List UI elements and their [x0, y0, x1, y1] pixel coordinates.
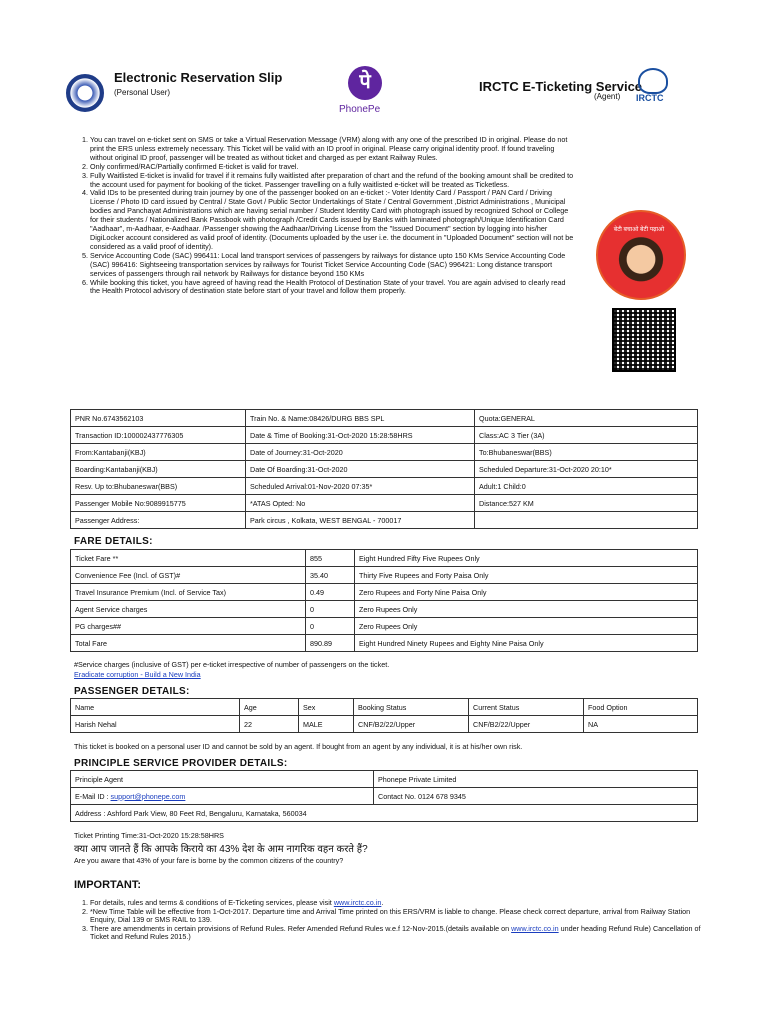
- table-cell: Phonepe Private Limited: [374, 771, 698, 788]
- important-text: *New Time Table will be effective from 1-Oct-2017. Departure time and Arrival Time printed on this ERS/VRM is liable to change. Please check correct departure, arrival from Railway Station Enquiry, Dial 139 or SMS RAIL to 139.: [90, 906, 691, 925]
- table-cell: Travel Insurance Premium (Incl. of Service Tax): [71, 584, 306, 601]
- table-cell: CNF/B2/22/Upper: [354, 716, 469, 733]
- passenger-table: [70, 698, 698, 733]
- table-row: [71, 771, 698, 788]
- table-cell: To:Bhubaneswar(BBS): [475, 444, 698, 461]
- beti-bachao-text: बेटी बचाओ बेटी पढ़ाओ: [613, 227, 665, 233]
- important-list: [76, 899, 710, 942]
- irctc-link[interactable]: www.irctc.co.in: [333, 898, 382, 907]
- table-cell: Quota:GENERAL: [475, 410, 698, 427]
- table-cell: Resv. Up to:Bhubaneswar(BBS): [71, 478, 246, 495]
- table-cell: Convenience Fee (Incl. of GST)#: [71, 567, 306, 584]
- table-header-cell: Food Option: [584, 699, 698, 716]
- table-cell: Ticket Fare **: [71, 550, 306, 567]
- provider-table: [70, 770, 698, 822]
- table-cell: 35.40: [306, 567, 355, 584]
- table-row: [71, 512, 698, 529]
- table-cell: Passenger Address:: [71, 512, 246, 529]
- table-cell: Class:AC 3 Tier (3A): [475, 427, 698, 444]
- table-cell: Zero Rupees and Forty Nine Paisa Only: [355, 584, 698, 601]
- phonepe-logo-icon: पे: [348, 66, 382, 100]
- table-cell: Eight Hundred Ninety Rupees and Eighty Nine Paisa Only: [355, 635, 698, 652]
- important-text: There are amendments in certain provisions of Refund Rules. Refer Amended Refund Rules w.e.f 12-Nov-2015.(details available on: [90, 923, 512, 933]
- instructions-list: [76, 136, 576, 296]
- table-row: [71, 478, 698, 495]
- table-row: [71, 635, 698, 652]
- instruction-item: 4. Valid IDs to be presented during train journey by one of the passenger booked on an e-ticket :- Voter Identity Card / Passport / PAN Card / Driving License / Photo ID card issued by Central / State Govt / Public Sector Undertakings of State / Central Government ,District Administrations , Municipal bodies and Panchayat Administrations which are having serial number / Student Identity Card with photograph issued by recognized School or College for their students / Nationalized Bank Passbook with photograph /Credit Cards issued by Banks with laminated photograph/Unique Identification Card "Aadhaar", m-Aadhaar, e-Aadhaar. /Passenger showing the Aadhaar/Driving License from the "Issued Document" section by logging into his/her DigiLocker account considered as valid proof of identity. (Documents uploaded by the user i.e. the document in "Uploaded Document" section will not be considered as a valid proof of identity).: [90, 189, 576, 251]
- table-cell: Date & Time of Booking:31-Oct-2020 15:28:58HRS: [246, 427, 475, 444]
- table-cell: Date of Journey:31-Oct-2020: [246, 444, 475, 461]
- table-cell: 0.49: [306, 584, 355, 601]
- table-cell: Scheduled Departure:31-Oct-2020 20:10*: [475, 461, 698, 478]
- table-cell: Distance:527 KM: [475, 495, 698, 512]
- table-cell: 0: [306, 601, 355, 618]
- important-item: [90, 925, 710, 942]
- instruction-item: 3. Fully Waitlisted E-ticket is invalid for travel if it remains fully waitlisted after preparation of chart and the refund of the booking amount shall be credited to the account used for payment for booking of the ticket. Passenger travelling on a fully waitlisted e-ticket will be treated as Ticketless.: [90, 172, 576, 190]
- table-header-row: [71, 699, 698, 716]
- table-cell: 22: [240, 716, 299, 733]
- table-cell: Zero Rupees Only: [355, 618, 698, 635]
- important-text: under heading Refund Rule) Cancellation of Ticket and Refund Rules 2015.): [90, 923, 701, 942]
- table-row: [71, 805, 698, 822]
- table-cell: Boarding:Kantabanji(KBJ): [71, 461, 246, 478]
- table-row: [71, 716, 698, 733]
- table-cell: Eight Hundred Fifty Five Rupees Only: [355, 550, 698, 567]
- table-cell: MALE: [299, 716, 354, 733]
- table-cell: Passenger Mobile No:9089915775: [71, 495, 246, 512]
- table-header-cell: Name: [71, 699, 240, 716]
- printing-time: Ticket Printing Time:31-Oct-2020 15:28:58HRS: [74, 831, 224, 840]
- table-cell: NA: [584, 716, 698, 733]
- table-cell: 0: [306, 618, 355, 635]
- table-cell: PNR No.6743562103: [71, 410, 246, 427]
- table-row: [71, 567, 698, 584]
- email-link[interactable]: support@phonepe.com: [110, 791, 186, 801]
- table-cell: Park circus , Kolkata, WEST BENGAL - 700017: [246, 512, 475, 529]
- table-row: [71, 618, 698, 635]
- eradicate-corruption-link[interactable]: Eradicate corruption - Build a New India: [74, 670, 201, 679]
- table-row: [71, 550, 698, 567]
- page-title: Electronic Reservation Slip: [114, 70, 283, 85]
- table-row: [71, 444, 698, 461]
- instruction-item: 5. Service Accounting Code (SAC) 996411: Local land transport services of passengers by railways for distance upto 150 KMs Service Accounting Code (SAC) 996416: Sightseeing transportation services by railways for Tourist Ticket Service Accounting Code (SAC) 996421: Long distance transport services of passengers through rail network by Railways for distance beyond 150 KMs: [90, 252, 576, 279]
- page-subtitle: (Personal User): [114, 88, 171, 97]
- irctc-logo-icon: [638, 68, 668, 94]
- table-cell: *ATAS Opted: No: [246, 495, 475, 512]
- table-cell: Date Of Boarding:31-Oct-2020: [246, 461, 475, 478]
- instruction-item: 1. You can travel on e-ticket sent on SMS or take a Virtual Reservation Message (VRM) along with any one of the prescribed ID in original. Please do not print the ERS unless extremely necessary. This Ticket will be valid with an ID proof in original. Please carry original identity proof. If found traveling without original ID proof, passenger will be treated as without ticket and charged as per extant Railway Rules.: [90, 136, 576, 163]
- table-row: [71, 584, 698, 601]
- table-cell: Principle Agent: [71, 771, 374, 788]
- important-text: For details, rules and terms & conditions of E-Ticketing services, please visit: [90, 898, 334, 907]
- table-header-cell: Booking Status: [354, 699, 469, 716]
- table-cell: [71, 788, 374, 805]
- instruction-item: 6. While booking this ticket, you have agreed of having read the Health Protocol of Destination State of your travel. You are again advised to clearly read the Health Protocol advisory of destination state before start of your travel and follow them properly.: [90, 279, 576, 297]
- table-cell: PG charges##: [71, 618, 306, 635]
- fare-details-table: [70, 549, 698, 652]
- irctc-title: IRCTC E-Ticketing Service: [479, 79, 643, 94]
- table-cell: Total Fare: [71, 635, 306, 652]
- irctc-agent: (Agent): [594, 92, 621, 101]
- table-row: [71, 495, 698, 512]
- email-label: E-Mail ID :: [75, 791, 111, 801]
- table-header-cell: Sex: [299, 699, 354, 716]
- instruction-item: 2. Only confirmed/RAC/Partially confirmed E-ticket is valid for travel.: [90, 163, 576, 172]
- irctc-logo-text: IRCTC: [636, 93, 664, 103]
- table-row: [71, 427, 698, 444]
- table-cell: Scheduled Arrival:01-Nov-2020 07:35*: [246, 478, 475, 495]
- fare-details-heading: FARE DETAILS:: [74, 536, 153, 547]
- table-cell: From:Kantabanji(KBJ): [71, 444, 246, 461]
- table-cell: Transaction ID:100002437776305: [71, 427, 246, 444]
- table-row: [71, 461, 698, 478]
- provider-details-heading: PRINCIPLE SERVICE PROVIDER DETAILS:: [74, 758, 288, 769]
- table-cell: Train No. & Name:08426/DURG BBS SPL: [246, 410, 475, 427]
- irctc-link[interactable]: www.irctc.co.in: [511, 923, 559, 933]
- english-fare-message: Are you aware that 43% of your fare is borne by the common citizens of the country?: [74, 856, 344, 865]
- table-cell: Address : Ashford Park View, 80 Feet Rd, Bengaluru, Karnataka, 560034: [71, 805, 698, 822]
- table-cell: Zero Rupees Only: [355, 601, 698, 618]
- ticket-details-table: [70, 409, 698, 529]
- passenger-details-heading: PASSENGER DETAILS:: [74, 686, 190, 697]
- table-cell: Contact No. 0124 678 9345: [374, 788, 698, 805]
- table-row: [71, 410, 698, 427]
- table-row: [71, 601, 698, 618]
- table-row: [71, 788, 698, 805]
- phonepe-name: PhonePe: [339, 104, 381, 115]
- hindi-fare-message: क्या आप जानते हैं कि आपके किराये का 43% देश के आम नागरिक वहन करते हैं?: [74, 844, 368, 855]
- qr-code: [612, 308, 676, 372]
- table-header-cell: Current Status: [469, 699, 584, 716]
- table-cell: Thirty Five Rupees and Forty Paisa Only: [355, 567, 698, 584]
- table-cell: Adult:1 Child:0: [475, 478, 698, 495]
- beti-bachao-logo: [596, 210, 686, 300]
- table-cell: Agent Service charges: [71, 601, 306, 618]
- service-charge-note: #Service charges (inclusive of GST) per e-ticket irrespective of number of passengers on the ticket.: [74, 660, 390, 669]
- important-text: .: [381, 898, 384, 907]
- table-cell: CNF/B2/22/Upper: [469, 716, 584, 733]
- table-cell: [475, 512, 698, 529]
- table-cell: 855: [306, 550, 355, 567]
- table-cell: 890.89: [306, 635, 355, 652]
- indian-railways-logo: [66, 74, 104, 112]
- important-heading: IMPORTANT:: [74, 879, 142, 891]
- personal-user-note: This ticket is booked on a personal user ID and cannot be sold by an agent. If bought from an agent by any individual, it is at his/her own risk.: [74, 742, 523, 751]
- table-header-cell: Age: [240, 699, 299, 716]
- important-item: [90, 908, 710, 925]
- table-cell: Harish Nehal: [71, 716, 240, 733]
